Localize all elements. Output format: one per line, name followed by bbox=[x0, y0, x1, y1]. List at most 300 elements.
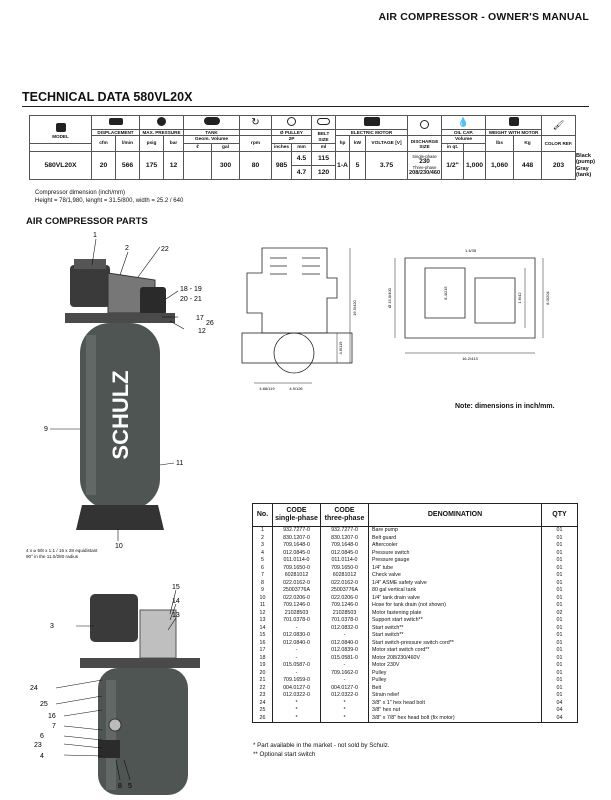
code-single-phase: 022.0206-0 bbox=[273, 595, 321, 603]
parts-row bbox=[253, 655, 578, 663]
callout-3: 3 bbox=[50, 623, 54, 630]
part-denomination: Check valve bbox=[369, 572, 542, 580]
base-outline bbox=[242, 333, 352, 363]
compressor-figure bbox=[20, 225, 240, 555]
unit-hp: hp bbox=[336, 136, 350, 152]
part-denomination: 1/4" tube bbox=[369, 565, 542, 573]
header-denomination: DENOMINATION bbox=[369, 504, 542, 527]
code-three-phase: - bbox=[321, 662, 369, 670]
code-single-phase: 709.1659-0 bbox=[273, 677, 321, 685]
unit-kg: Kg bbox=[514, 136, 542, 152]
part-denomination: Hose for tank drain (not shown) bbox=[369, 602, 542, 610]
code-three-phase: 012.0839-0 bbox=[321, 647, 369, 655]
parts-row bbox=[253, 550, 578, 558]
pulley-icon bbox=[287, 117, 296, 126]
unit-liter: ℓ bbox=[184, 144, 212, 152]
part-qty: 01 bbox=[542, 587, 578, 595]
technical-data-table: MODEL ↻ 💧 🖌 DISPLACEMENT MAX. PRESSURE TANK Ø PULLEY BELT SIZE ELECTRIC MOTOR OIL CAP. WEIGHT WITH MOTOR cfm l/min psig bar Geom. Volume rpm 2P hp kW VOLTAGE [V] DISCHARGE SIZE Volume lbs Kg COLOR REF. ℓ gal inches mm ml in qt. 580VL20X 20 566 175 12 300 80 985 4.5 115 1-A 5 3.75 Single-phase 230 Three-phase 208/230/460 1/2" 1,000 1,060 448 203 Black (pump) Gray (tank) 4.7 120 bbox=[29, 115, 576, 180]
belt-label: BELT SIZE bbox=[312, 130, 336, 144]
dimension-note-line-2: Height = 78/1,980, lenght = 31.5/800, width = 25.2 / 640 bbox=[35, 197, 184, 204]
dim-height: 16.5/420 bbox=[352, 300, 357, 316]
part-number: 18 bbox=[253, 655, 273, 663]
parts-row bbox=[253, 632, 578, 640]
part-number: 5 bbox=[253, 557, 273, 565]
callout-11: 11 bbox=[176, 460, 184, 467]
hp-value: 5 bbox=[350, 152, 366, 180]
closeup-pump bbox=[90, 594, 138, 642]
code-three-phase: 709.1650-0 bbox=[321, 565, 369, 573]
color-header bbox=[542, 116, 576, 136]
callout-6: 6 bbox=[40, 733, 44, 740]
code-single-phase: 932.7277-0 bbox=[273, 527, 321, 535]
part-number: 14 bbox=[253, 625, 273, 633]
code-three-phase: 709.1648-0 bbox=[321, 542, 369, 550]
part-number: 20 bbox=[253, 670, 273, 678]
part-denomination: Start switch** bbox=[369, 632, 542, 640]
part-qty: 01 bbox=[542, 602, 578, 610]
part-number: 17 bbox=[253, 647, 273, 655]
callout-7: 7 bbox=[52, 723, 56, 730]
single-phase-label: Single-phase bbox=[412, 154, 437, 160]
model-value: 580VL20X bbox=[30, 152, 92, 180]
callout-14: 14 bbox=[172, 598, 180, 605]
pump-fins-lines bbox=[270, 258, 320, 274]
parts-row bbox=[253, 692, 578, 700]
foot-note-line-1: 4 x ⌀ 5/8 x 1.1 / 16 x 28 equidistant bbox=[26, 548, 98, 553]
pulley-header bbox=[272, 116, 312, 130]
displacement-label: DISPLACEMENT bbox=[92, 130, 140, 136]
weight-label: WEIGHT WITH MOTOR bbox=[486, 130, 542, 136]
code-three-phase: 709.1662-0 bbox=[321, 670, 369, 678]
pressure-gauge-icon bbox=[157, 117, 166, 126]
unit-lbs: lbs bbox=[486, 136, 514, 152]
rpm-value: 985 bbox=[272, 152, 292, 180]
part-number: 26 bbox=[253, 715, 273, 723]
part-number: 23 bbox=[253, 692, 273, 700]
part-denomination: Belt guard bbox=[369, 535, 542, 543]
dim-top: 1.4/35 bbox=[465, 248, 477, 253]
max-pressure-label: MAX. PRESSURE bbox=[140, 130, 184, 136]
part-qty: 01 bbox=[542, 542, 578, 550]
parts-row bbox=[253, 707, 578, 715]
frame-outline bbox=[405, 258, 535, 338]
parts-row bbox=[253, 617, 578, 625]
bar-value: 12 bbox=[164, 152, 184, 180]
closeup-gauge bbox=[109, 719, 121, 731]
voltage-cell bbox=[408, 152, 442, 180]
part-denomination: Pressure gauge bbox=[369, 557, 542, 565]
dim-right: 4.9/126 bbox=[289, 386, 303, 391]
part-denomination: Support start switch** bbox=[369, 617, 542, 625]
callout-25: 25 bbox=[40, 701, 48, 708]
part-number: 1 bbox=[253, 527, 273, 535]
color-label: COLOR REF. bbox=[542, 136, 576, 152]
code-three-phase: 022.0206-0 bbox=[321, 595, 369, 603]
weight-icon bbox=[509, 117, 519, 126]
part-number: 16 bbox=[253, 640, 273, 648]
code-single-phase: 701.0378-0 bbox=[273, 617, 321, 625]
weight-header bbox=[486, 116, 542, 130]
parts-row bbox=[253, 670, 578, 678]
closeup-plate bbox=[80, 658, 200, 668]
code-three-phase: 012.0832-0 bbox=[321, 625, 369, 633]
parts-row bbox=[253, 557, 578, 565]
parts-list-table bbox=[252, 503, 578, 723]
kw-value: 3.75 bbox=[366, 152, 408, 180]
weight-lbs-value: 448 bbox=[514, 152, 542, 180]
unit-inqt: in qt. bbox=[442, 144, 464, 152]
part-number: 2 bbox=[253, 535, 273, 543]
foot-mounting-note bbox=[26, 548, 97, 560]
part-denomination: Motor fastening plate bbox=[369, 610, 542, 618]
three-phase-voltage: 208/230/460 bbox=[408, 169, 441, 176]
dimension-note-line-1: Compressor dimension (inch/mm) bbox=[35, 190, 126, 196]
pressure-header bbox=[140, 116, 184, 130]
part-qty: 01 bbox=[542, 640, 578, 648]
callout-12: 12 bbox=[198, 328, 206, 335]
part-qty: 04 bbox=[542, 715, 578, 723]
parts-row bbox=[253, 535, 578, 543]
rotation-icon: ↻ bbox=[251, 116, 260, 128]
part-number: 24 bbox=[253, 700, 273, 708]
header-no: No. bbox=[253, 504, 273, 527]
parts-row bbox=[253, 647, 578, 655]
parts-list-body bbox=[253, 527, 578, 723]
tank-icon bbox=[204, 117, 220, 125]
unit-psig: psig bbox=[140, 136, 164, 152]
weight-kg-value: 203 bbox=[542, 152, 576, 180]
dim-base-height: 4.6/119 bbox=[338, 341, 343, 355]
tank-header bbox=[184, 116, 240, 130]
part-qty: 01 bbox=[542, 670, 578, 678]
code-single-phase: * bbox=[273, 707, 321, 715]
unit-cfm: cfm bbox=[92, 136, 116, 152]
code-single-phase: 709.1648-0 bbox=[273, 542, 321, 550]
discharge-value: 1/2" bbox=[442, 152, 464, 180]
part-qty: 01 bbox=[542, 617, 578, 625]
part-qty: 01 bbox=[542, 580, 578, 588]
electric-motor bbox=[140, 287, 166, 315]
displacement-icon bbox=[109, 118, 123, 125]
compressor-icon bbox=[56, 123, 66, 132]
parts-row bbox=[253, 580, 578, 588]
part-denomination: Belt bbox=[369, 685, 542, 693]
model-label: MODEL bbox=[52, 134, 69, 139]
part-denomination: 3/8" x 1" hex head bolt bbox=[369, 700, 542, 708]
parts-row bbox=[253, 677, 578, 685]
callout-15: 15 bbox=[172, 584, 180, 591]
unit-mm: mm bbox=[292, 144, 312, 152]
part-denomination: Strain relief bbox=[369, 692, 542, 700]
pulley-mm-1: 115 bbox=[312, 152, 336, 166]
unit-geom-volume: Geom. Volume bbox=[184, 136, 240, 144]
paint-brush-icon: 🖌 bbox=[552, 120, 565, 131]
part-qty: 01 bbox=[542, 677, 578, 685]
parts-row bbox=[253, 662, 578, 670]
header-code-three-line-1: CODE bbox=[334, 507, 355, 515]
model-header-cell bbox=[30, 116, 92, 144]
oil-label: OIL CAP. bbox=[442, 130, 486, 136]
closeup-figure bbox=[20, 580, 230, 795]
pump-front-drawing bbox=[385, 238, 560, 368]
callout-22: 22 bbox=[161, 246, 169, 253]
tank-label: TANK bbox=[184, 130, 240, 136]
cfm-value: 20 bbox=[92, 152, 116, 180]
part-denomination: Aftercooler bbox=[369, 542, 542, 550]
part-number: 9 bbox=[253, 587, 273, 595]
dimensions-unit-note: Note: dimensions in inch/mm. bbox=[455, 403, 555, 410]
callout-13: 13 bbox=[172, 612, 180, 619]
dim-diameter: Ø 15.0/400 bbox=[387, 288, 392, 308]
parts-row bbox=[253, 587, 578, 595]
oil-ml-value: 1,000 bbox=[464, 152, 486, 180]
callout-1: 1 bbox=[93, 232, 97, 239]
code-single-phase: 015.0587-0 bbox=[273, 662, 321, 670]
flywheel-outline bbox=[274, 333, 314, 373]
parts-row bbox=[253, 572, 578, 580]
unit-kw: kW bbox=[350, 136, 366, 152]
code-single-phase: - bbox=[273, 625, 321, 633]
part-denomination: Pulley bbox=[369, 670, 542, 678]
part-number: 3 bbox=[253, 542, 273, 550]
closeup-switch-box bbox=[140, 610, 176, 658]
part-qty: 04 bbox=[542, 707, 578, 715]
parts-row bbox=[253, 625, 578, 633]
manual-header-title: AIR COMPRESSOR - OWNER'S MANUAL bbox=[378, 11, 589, 23]
code-single-phase: 60281012 bbox=[273, 572, 321, 580]
parts-row bbox=[253, 602, 578, 610]
code-three-phase: 25003776A bbox=[321, 587, 369, 595]
callout-23: 23 bbox=[34, 742, 42, 749]
code-single-phase: 012.0322-0 bbox=[273, 692, 321, 700]
pulley-inches-1: 4.5 bbox=[292, 152, 312, 166]
header-qty: QTY bbox=[542, 504, 578, 527]
compressor-dimension-note bbox=[35, 190, 183, 205]
part-number: 7 bbox=[253, 572, 273, 580]
part-number: 6 bbox=[253, 565, 273, 573]
callout-4: 4 bbox=[40, 753, 44, 760]
part-qty: 04 bbox=[542, 700, 578, 708]
parts-row bbox=[253, 542, 578, 550]
dim-left: 4.68/119 bbox=[259, 386, 275, 391]
part-denomination: 80 gal vertical tank bbox=[369, 587, 542, 595]
part-qty: 01 bbox=[542, 595, 578, 603]
dim-right-height: 8.0/204 bbox=[545, 291, 550, 305]
unit-inches: inches bbox=[272, 144, 292, 152]
belt-header bbox=[312, 116, 336, 130]
part-qty: 01 bbox=[542, 662, 578, 670]
pump-head bbox=[70, 265, 110, 307]
part-qty: 01 bbox=[542, 625, 578, 633]
callout-26: 26 bbox=[206, 320, 214, 327]
part-number: 21 bbox=[253, 677, 273, 685]
part-number: 25 bbox=[253, 707, 273, 715]
part-denomination: Motor 208/230/460V bbox=[369, 655, 542, 663]
parts-row bbox=[253, 700, 578, 708]
parts-row bbox=[253, 527, 578, 535]
belt-icon bbox=[317, 118, 330, 125]
pulley-label: Ø PULLEY bbox=[272, 130, 312, 136]
part-number: 19 bbox=[253, 662, 273, 670]
part-denomination: Start switch** bbox=[369, 625, 542, 633]
part-number: 8 bbox=[253, 580, 273, 588]
part-denomination: 3/8" hex nut bbox=[369, 707, 542, 715]
part-qty: 01 bbox=[542, 655, 578, 663]
tank-feet bbox=[76, 505, 164, 530]
code-single-phase: 022.0162-0 bbox=[273, 580, 321, 588]
code-three-phase: 012.0845-0 bbox=[321, 550, 369, 558]
closeup-pressure-switch bbox=[98, 740, 120, 758]
code-three-phase: - bbox=[321, 677, 369, 685]
code-single-phase: 21028503 bbox=[273, 610, 321, 618]
unit-bar: bar bbox=[164, 136, 184, 152]
motor-label: ELECTRIC MOTOR bbox=[336, 130, 408, 136]
code-single-phase: - bbox=[273, 647, 321, 655]
part-qty: 01 bbox=[542, 535, 578, 543]
part-number: 11 bbox=[253, 602, 273, 610]
pump-fins bbox=[74, 259, 106, 269]
rpm-header bbox=[240, 116, 272, 130]
displacement-header bbox=[92, 116, 140, 130]
single-phase-voltage: 230 bbox=[419, 158, 430, 166]
callout-8: 8 bbox=[118, 783, 122, 790]
parts-row bbox=[253, 715, 578, 723]
tank-gal-value: 80 bbox=[240, 152, 272, 180]
lmin-value: 566 bbox=[116, 152, 140, 180]
code-three-phase: 011.0114-0 bbox=[321, 557, 369, 565]
part-qty: 01 bbox=[542, 557, 578, 565]
part-denomination: Pulley bbox=[369, 677, 542, 685]
code-single-phase: * bbox=[273, 700, 321, 708]
part-number: 12 bbox=[253, 610, 273, 618]
dim-width: 16.2/413 bbox=[462, 356, 478, 361]
code-three-phase: - bbox=[321, 632, 369, 640]
code-single-phase: - bbox=[273, 670, 321, 678]
callout-9: 9 bbox=[44, 426, 48, 433]
dim-inner-height: 8.4/215 bbox=[443, 286, 448, 300]
unit-voltage: VOLTAGE [V] bbox=[366, 136, 408, 152]
code-three-phase: 701.0378-0 bbox=[321, 617, 369, 625]
code-single-phase: 004.0127-0 bbox=[273, 685, 321, 693]
part-qty: 01 bbox=[542, 565, 578, 573]
callout-20-21: 20 - 21 bbox=[180, 296, 202, 303]
discharge-icon bbox=[420, 120, 429, 129]
part-qty: 01 bbox=[542, 550, 578, 558]
motor-header bbox=[336, 116, 408, 130]
parts-row bbox=[253, 595, 578, 603]
tank-brand-label: SCHULZ bbox=[108, 370, 133, 460]
code-single-phase: 830.1207-0 bbox=[273, 535, 321, 543]
belt-value: 1-A bbox=[336, 152, 350, 180]
header-code-single-line-2: single-phase bbox=[275, 515, 318, 522]
unit-rpm: rpm bbox=[240, 136, 272, 152]
part-qty: 01 bbox=[542, 632, 578, 640]
part-denomination: Motor 230V bbox=[369, 662, 542, 670]
discharge-header bbox=[408, 116, 442, 136]
header-code-single bbox=[273, 504, 321, 527]
oil-drops-icon: 💧 bbox=[457, 117, 470, 128]
psig-value: 175 bbox=[140, 152, 164, 180]
code-three-phase: * bbox=[321, 700, 369, 708]
three-phase-label: Three-phase bbox=[412, 165, 437, 171]
callout-18-19: 18 - 19 bbox=[180, 286, 202, 293]
part-qty: 01 bbox=[542, 692, 578, 700]
part-denomination: Pressure switch bbox=[369, 550, 542, 558]
technical-data-title: TECHNICAL DATA 580VL20X bbox=[22, 90, 193, 104]
cylinder-outlines bbox=[425, 268, 515, 323]
part-denomination: Start switch-pressure switch cord** bbox=[369, 640, 542, 648]
code-three-phase: * bbox=[321, 715, 369, 723]
section-divider bbox=[22, 106, 589, 107]
code-three-phase: 932.7277-0 bbox=[321, 527, 369, 535]
code-single-phase: * bbox=[273, 715, 321, 723]
code-single-phase: - bbox=[273, 655, 321, 663]
part-qty: 02 bbox=[542, 610, 578, 618]
code-single-phase: 012.0840-0 bbox=[273, 640, 321, 648]
part-qty: 01 bbox=[542, 572, 578, 580]
code-three-phase: 012.0322-0 bbox=[321, 692, 369, 700]
code-single-phase: 709.1246-0 bbox=[273, 602, 321, 610]
code-single-phase: 25003776A bbox=[273, 587, 321, 595]
part-denomination: Bare pump bbox=[369, 527, 542, 535]
part-denomination: 3/8" x 7/8" hex head bolt (fix motor) bbox=[369, 715, 542, 723]
code-three-phase: 709.1246-0 bbox=[321, 602, 369, 610]
pump-side-drawing bbox=[232, 238, 367, 398]
parts-row bbox=[253, 565, 578, 573]
code-three-phase: 21028503 bbox=[321, 610, 369, 618]
unit-volume: Volume bbox=[442, 136, 486, 144]
parts-row bbox=[253, 610, 578, 618]
code-three-phase: 60281012 bbox=[321, 572, 369, 580]
part-number: 4 bbox=[253, 550, 273, 558]
unit-ml: ml bbox=[312, 144, 336, 152]
code-single-phase: 012.0830-0 bbox=[273, 632, 321, 640]
code-single-phase: 011.0114-0 bbox=[273, 557, 321, 565]
code-three-phase: * bbox=[321, 707, 369, 715]
part-number: 10 bbox=[253, 595, 273, 603]
pulley-mm-2: 120 bbox=[312, 166, 336, 180]
pulley-inches-2: 4.7 bbox=[292, 166, 312, 180]
code-three-phase: 015.0581-0 bbox=[321, 655, 369, 663]
unit-gal: gal bbox=[212, 144, 240, 152]
callout-24: 24 bbox=[30, 685, 38, 692]
callout-5: 5 bbox=[128, 783, 132, 790]
parts-row bbox=[253, 640, 578, 648]
code-three-phase: 830.1207-0 bbox=[321, 535, 369, 543]
parts-row bbox=[253, 685, 578, 693]
parts-section-title: AIR COMPRESSOR PARTS bbox=[26, 216, 148, 227]
header-code-single-line-1: CODE bbox=[286, 507, 307, 515]
tank-liters-value: 300 bbox=[212, 152, 240, 180]
unit-2p: 2P bbox=[272, 136, 312, 144]
oil-qt-value: 1,060 bbox=[486, 152, 514, 180]
part-qty: 01 bbox=[542, 647, 578, 655]
code-single-phase: 709.1650-0 bbox=[273, 565, 321, 573]
part-denomination: 1/4" tank drain valve bbox=[369, 595, 542, 603]
part-qty: 01 bbox=[542, 685, 578, 693]
callout-17: 17 bbox=[196, 315, 204, 322]
header-code-three bbox=[321, 504, 369, 527]
part-denomination: Motor start switch cord** bbox=[369, 647, 542, 655]
part-number: 13 bbox=[253, 617, 273, 625]
parts-note-optional: ** Optional start switch bbox=[253, 751, 316, 758]
code-three-phase: 022.0162-0 bbox=[321, 580, 369, 588]
code-three-phase: 012.0840-0 bbox=[321, 640, 369, 648]
pump-outline bbox=[247, 248, 337, 333]
code-three-phase: 004.0127-0 bbox=[321, 685, 369, 693]
foot-note-line-2: 90° in the 11.0/280 radius bbox=[26, 554, 79, 559]
part-number: 22 bbox=[253, 685, 273, 693]
